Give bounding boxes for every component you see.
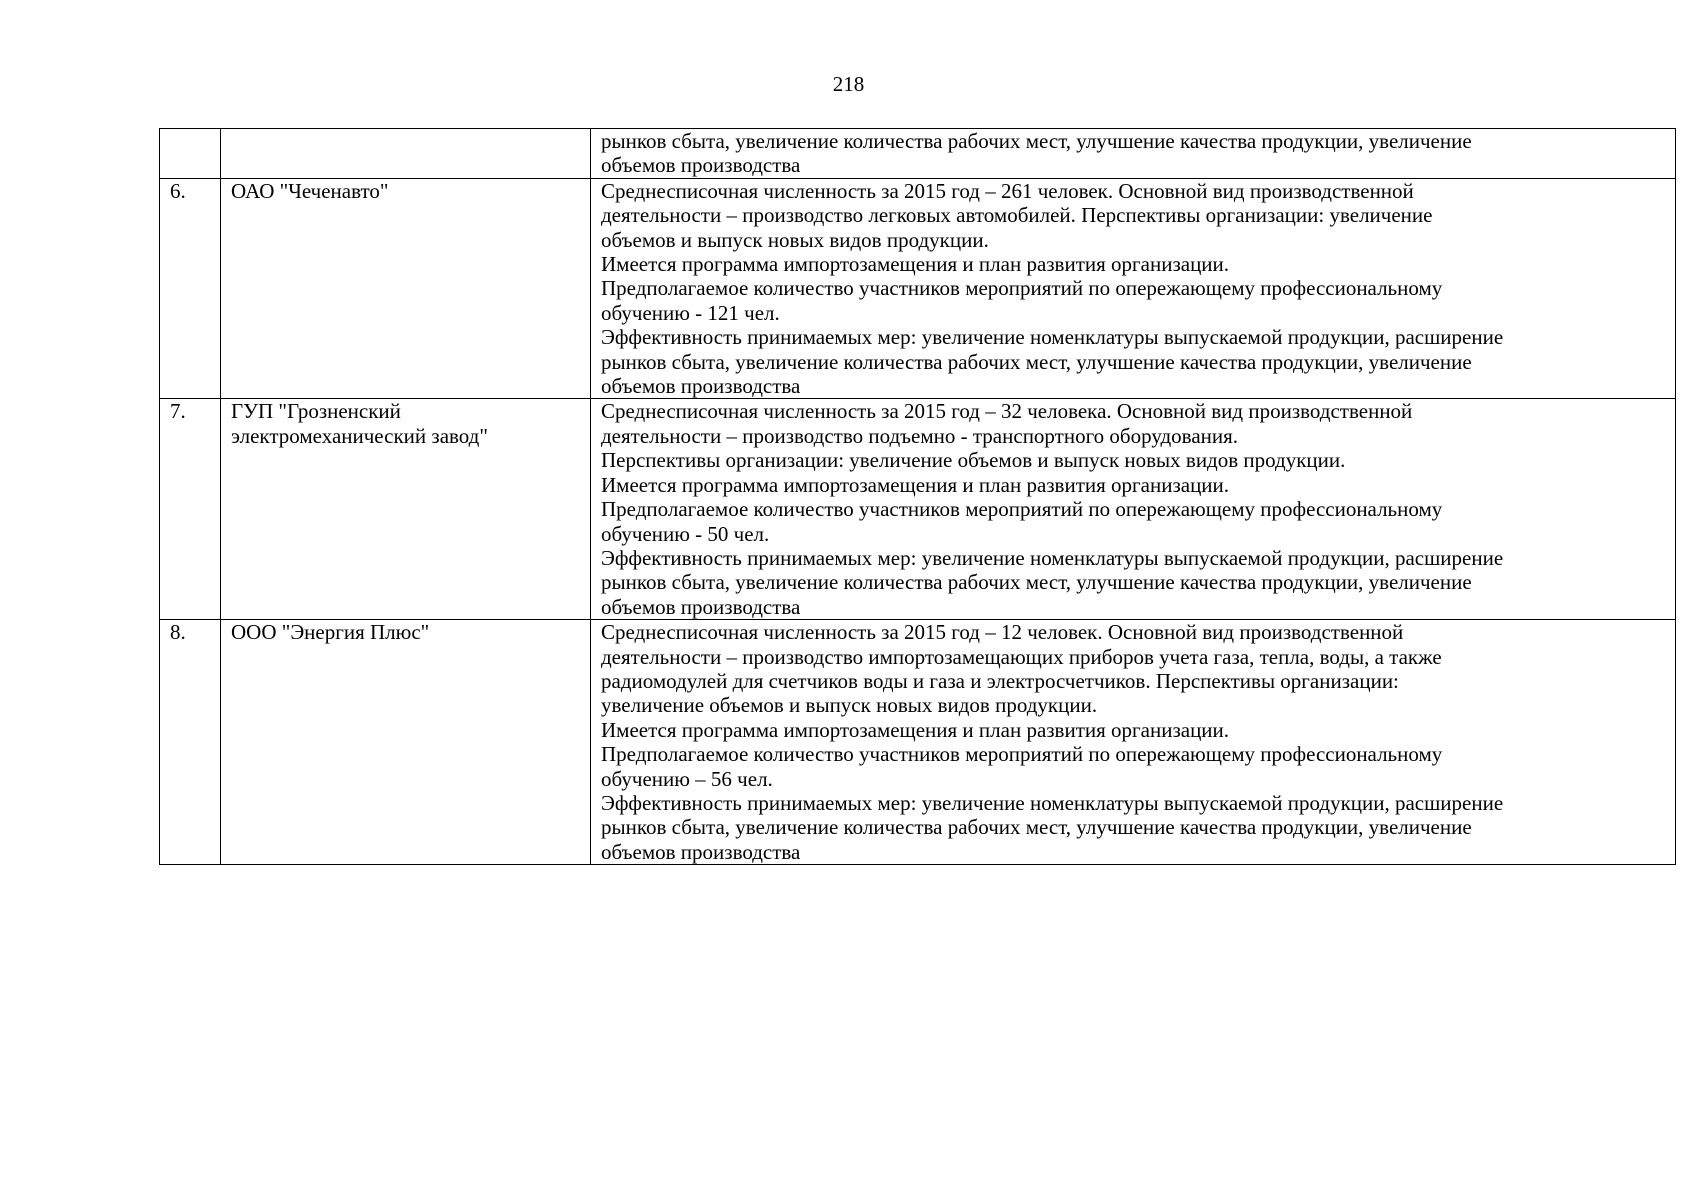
table-row: [160, 129, 1676, 179]
description-line: обучению – 56 чел.: [601, 766, 773, 791]
organization-name-line: ОАО "Чеченавто": [231, 178, 389, 203]
row-number: 7.: [170, 399, 186, 424]
description-line: Перспективы организации: увеличение объемов и выпуск новых видов продукции.: [601, 448, 1346, 473]
table-row: [160, 178, 1676, 399]
description-line: рынков сбыта, увеличение количества рабочих мест, улучшение качества продукции, увеличение: [601, 129, 1472, 153]
row-number-cell: [160, 399, 221, 620]
description-line: Имеется программа импортозамещения и план развития организации.: [601, 472, 1230, 497]
organization-name-line: электромеханический завод": [231, 423, 488, 448]
description-line: Имеется программа импортозамещения и план развития организации.: [601, 717, 1230, 742]
row-number-cell: [160, 129, 221, 179]
description-line: объемов производства: [601, 374, 801, 399]
table-body: [160, 129, 1676, 865]
description-line: объемов производства: [601, 153, 801, 178]
organization-cell: [221, 620, 591, 865]
page-number: 218: [832, 72, 865, 96]
description-line: деятельности – производство импортозамещающих приборов учета газа, тепла, воды, а также: [601, 644, 1442, 669]
description-line: деятельности – производство легковых автомобилей. Перспективы организации: увеличение: [601, 203, 1433, 228]
table-row: [160, 620, 1676, 865]
description-line: деятельности – производство подъемно - транспортного оборудования.: [601, 423, 1239, 448]
description-cell: [591, 620, 1676, 865]
description-line: рынков сбыта, увеличение количества рабочих мест, улучшение качества продукции, увеличение: [601, 570, 1472, 595]
organization-cell: [221, 129, 591, 179]
description-line: рынков сбыта, увеличение количества рабочих мест, улучшение качества продукции, увеличение: [601, 815, 1472, 840]
description-cell: [591, 178, 1676, 399]
description-line: Предполагаемое количество участников мероприятий по опережающему профессиональному: [601, 497, 1443, 522]
description-line: обучению - 50 чел.: [601, 521, 770, 546]
table-row: [160, 399, 1676, 620]
description-line: Эффективность принимаемых мер: увеличение номенклатуры выпускаемой продукции, расширение: [601, 325, 1504, 350]
row-number: 6.: [170, 178, 186, 203]
row-number: 8.: [170, 620, 186, 645]
description-line: Предполагаемое количество участников мероприятий по опережающему профессиональному: [601, 742, 1443, 767]
description-line: Среднесписочная численность за 2015 год – 32 человека. Основной вид производственной: [601, 399, 1413, 424]
description-line: Эффективность принимаемых мер: увеличение номенклатуры выпускаемой продукции, расширение: [601, 790, 1504, 815]
row-number-cell: [160, 178, 221, 399]
description-cell: [591, 129, 1676, 179]
description-line: Предполагаемое количество участников мероприятий по опережающему профессиональному: [601, 276, 1443, 301]
description-line: радиомодулей для счетчиков воды и газа и электросчетчиков. Перспективы организации:: [601, 668, 1399, 693]
organization-cell: [221, 178, 591, 399]
organization-name-line: ГУП "Грозненский: [231, 399, 401, 424]
description-cell: [591, 399, 1676, 620]
description-line: объемов производства: [601, 594, 801, 619]
description-line: Среднесписочная численность за 2015 год – 12 человек. Основной вид производственной: [601, 620, 1404, 645]
description-line: объемов и выпуск новых видов продукции.: [601, 227, 989, 252]
description-line: Имеется программа импортозамещения и план развития организации.: [601, 252, 1230, 277]
description-line: рынков сбыта, увеличение количества рабочих мест, улучшение качества продукции, увеличение: [601, 349, 1472, 374]
description-line: Эффективность принимаемых мер: увеличение номенклатуры выпускаемой продукции, расширение: [601, 545, 1504, 570]
organizations-table: [159, 128, 1676, 865]
row-number-cell: [160, 620, 221, 865]
organization-cell: [221, 399, 591, 620]
description-line: увеличение объемов и выпуск новых видов продукции.: [601, 693, 1098, 718]
description-line: объемов производства: [601, 839, 801, 864]
description-line: обучению - 121 чел.: [601, 300, 780, 325]
organization-name-line: ООО "Энергия Плюс": [231, 620, 430, 645]
description-line: Среднесписочная численность за 2015 год – 261 человек. Основной вид производственной: [601, 178, 1414, 203]
